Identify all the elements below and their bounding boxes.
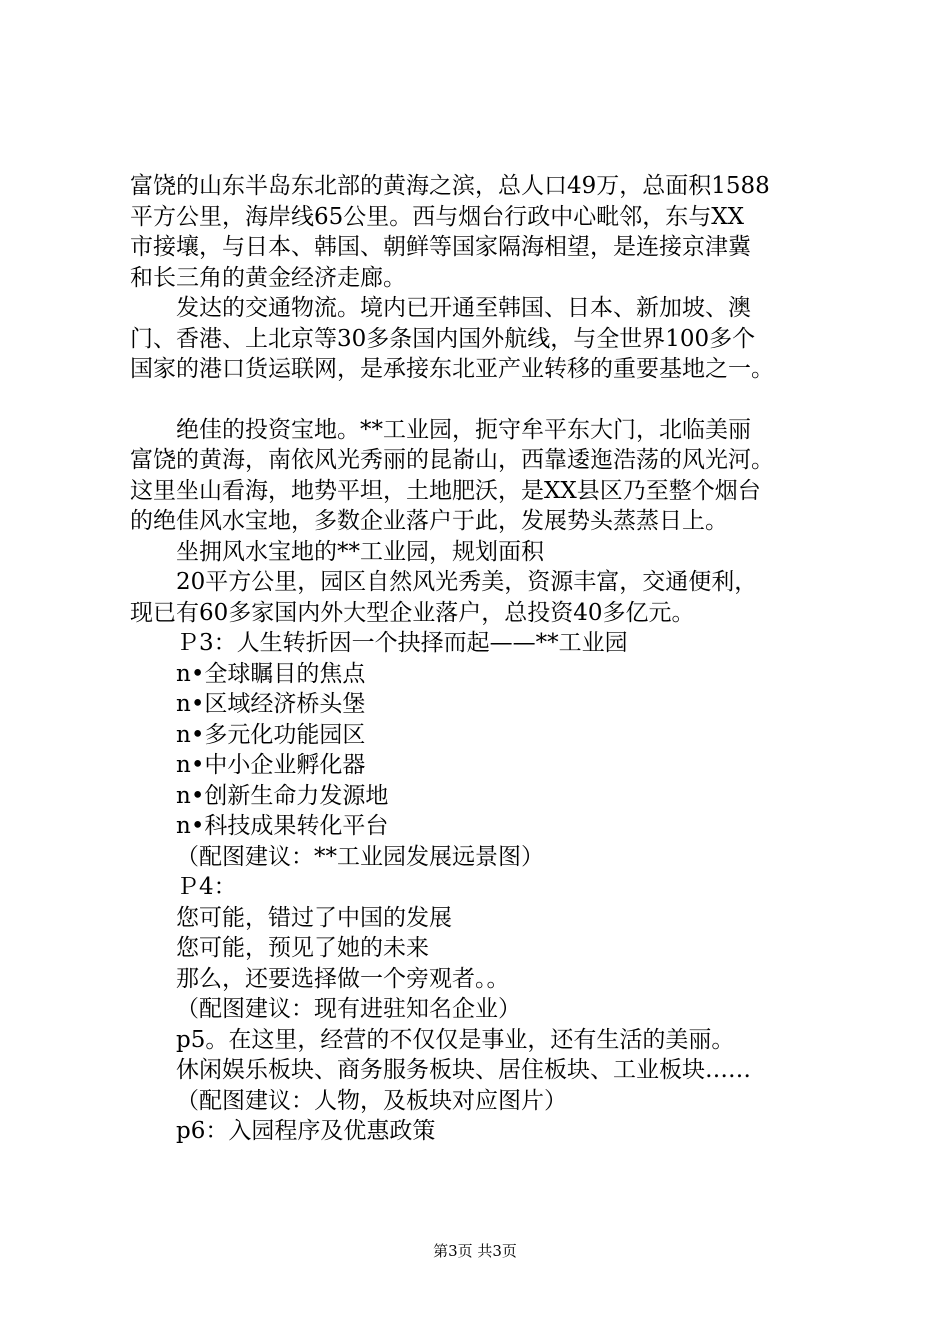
paragraph-overview (130, 567, 830, 628)
list-item: n•区域经济桥头堡 (176, 691, 366, 717)
page-footer: 第3页 共3页 (433, 1242, 517, 1260)
section-heading-p3: Ｐ3：人生转折因一个抉择而起——**工业园 (176, 630, 628, 656)
text-line: 平方公里，海岸线65公里。西与烟台行政中心毗邻，东与XX (130, 203, 745, 230)
text-line: 休闲娱乐板块、商务服务板块、居住板块、工业板块…… (176, 1057, 751, 1083)
text-line: 绝佳的投资宝地。**工业园，扼守牟平东大门，北临美丽 (176, 416, 751, 443)
section-heading-p4: Ｐ4： (176, 874, 237, 900)
list-item: n•中小企业孵化器 (176, 752, 366, 778)
text-line: 的绝佳风水宝地，多数企业落户于此，发展势头蒸蒸日上。 (130, 508, 728, 534)
text-line: 现已有60多家国内外大型企业落户，总投资40多亿元。 (130, 599, 695, 626)
text-line: 那么，还要选择做一个旁观者。。 (176, 965, 510, 992)
paragraph-investment (130, 415, 830, 537)
bullet-list (130, 659, 830, 842)
text-line: 这里坐山看海，地势平坦，土地肥沃，是XX县区乃至整个烟台 (130, 477, 761, 504)
text-line: 富饶的山东半岛东北部的黄海之滨，总人口49万，总面积1588 (130, 173, 770, 199)
image-suggestion-note: （配图建议：人物，及板块对应图片） (176, 1087, 567, 1114)
text-line: 富饶的黄海，南依风光秀丽的昆嵛山，西靠逶迤浩荡的风光河。 (130, 447, 774, 473)
list-item: n•创新生命力发源地 (176, 782, 389, 809)
text-line: 国家的港口货运联网，是承接东北亚产业转移的重要基地之一。 (130, 356, 774, 382)
paragraph-area (130, 537, 830, 568)
section-heading-p6: p6：入园程序及优惠政策 (176, 1118, 436, 1144)
text-line: 坐拥风水宝地的**工业园，规划面积 (176, 538, 544, 565)
list-item: n•多元化功能园区 (176, 721, 366, 748)
p5-lines (130, 1025, 830, 1086)
list-item: n•科技成果转化平台 (176, 813, 389, 839)
text-line: 您可能，预见了她的未来 (176, 935, 429, 961)
text-line: 您可能，错过了中国的发展 (176, 904, 452, 931)
paragraph-gap (130, 385, 830, 415)
document-body (130, 171, 830, 1147)
text-line: 发达的交通物流。境内已开通至韩国、日本、新加坡、澳 (176, 295, 751, 321)
image-suggestion-note: （配图建议：**工业园发展远景图） (176, 843, 544, 870)
image-suggestion-note: （配图建议：现有进驻知名企业） (176, 996, 521, 1022)
list-item: n•全球瞩目的焦点 (176, 660, 366, 687)
text-line: 市接壤，与日本、韩国、朝鲜等国家隔海相望，是连接京津冀 (130, 234, 751, 260)
text-line: 门、香港、上北京等30多条国内国外航线，与全世界100多个 (130, 325, 756, 352)
p4-lines (130, 903, 830, 995)
paragraph-transport (130, 293, 830, 385)
section-heading-p5: p5。在这里，经营的不仅仅是事业，还有生活的美丽。 (176, 1026, 735, 1053)
text-line: 20平方公里，园区自然风光秀美，资源丰富，交通便利， (176, 569, 758, 595)
text-line: 和长三角的黄金经济走廊。 (130, 264, 406, 291)
paragraph-location (130, 171, 830, 293)
